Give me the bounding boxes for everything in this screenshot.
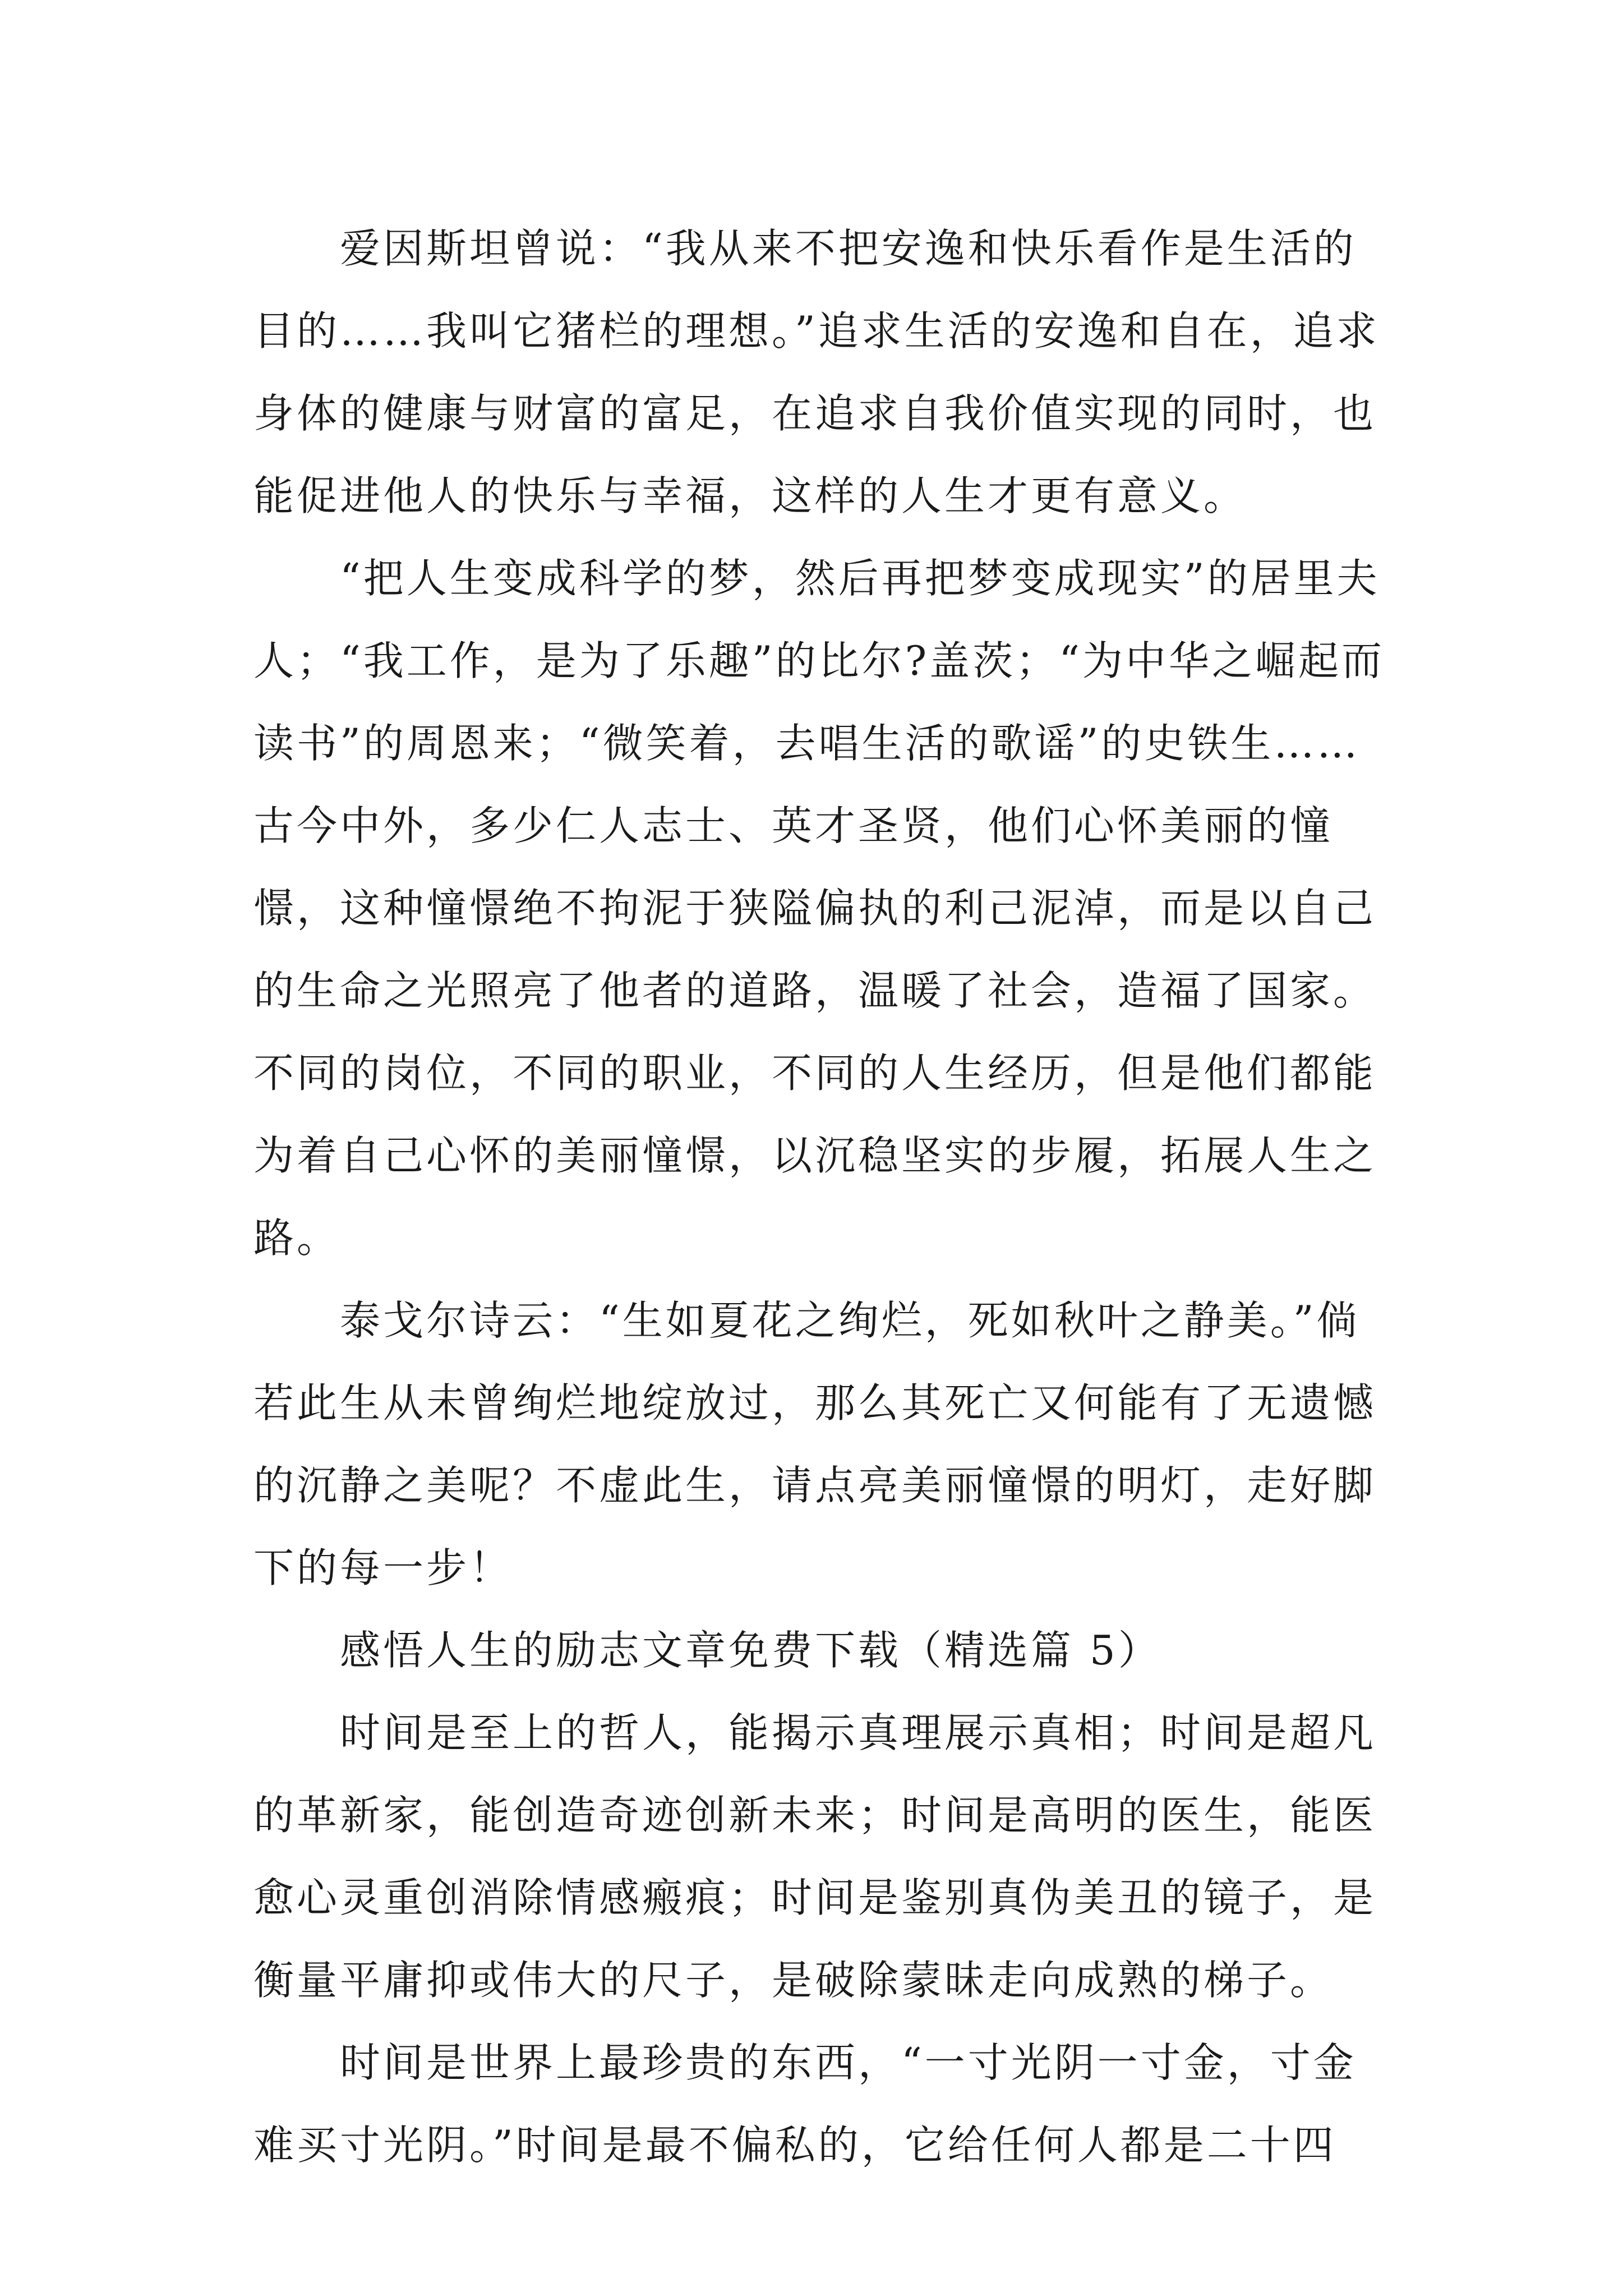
section-heading: 感悟人生的励志文章免费下载（精选篇 5） bbox=[340, 1627, 1161, 1674]
paragraph-tagore: 泰戈尔诗云：“生如夏花之绚烂，死如秋叶之静美。”倘若此生从未曾绚烂地绽放过，那么其死亡又何能有了无遗憾的沉静之美呢？不虚此生，请点亮美丽憧憬的明灯，走好脚下的每一步！ bbox=[253, 1297, 1377, 1591]
paragraph-time-philosopher: 时间是至上的哲人，能揭示真理展示真相；时间是超凡的革新家，能创造奇迹创新未来；时间是高明的医生，能医愈心灵重创消除情感瘢痕；时间是鉴别真伪美丑的镜子，是衡量平庸抑或伟大的尺子，是破除蒙昧走向成熟的梯子。 bbox=[253, 1709, 1377, 2004]
paragraph-role-models: “把人生变成科学的梦，然后再把梦变成现实”的居里夫人；“我工作，是为了乐趣”的比尔?盖茨；“为中华之崛起而读书”的周恩来；“微笑着，去唱生活的歌谣”的史铁生……古今中外，多少仁人志士、英才圣贤，他们心怀美丽的憧憬，这种憧憬绝不拘泥于狭隘偏执的利己泥淖，而是以自己的生命之光照亮了他者的道路，温暖了社会，造福了国家。不同的岗位，不同的职业，不同的人生经历，但是他们都能为着自己心怀的美丽憧憬，以沉稳坚实的步履，拓展人生之路。 bbox=[253, 555, 1385, 1262]
paragraph-einstein: 爱因斯坦曾说：“我从来不把安逸和快乐看作是生活的目的……我叫它猪栏的理想。”追求生活的安逸和自在，追求身体的健康与财富的富足，在追求自我价值实现的同时，也能促进他人的快乐与幸福，这样的人生才更有意义。 bbox=[253, 225, 1380, 519]
paragraph-time-precious: 时间是世界上最珍贵的东西，“一寸光阴一寸金，寸金难买寸光阴。”时间是最不偏私的，它给任何人都是二十四 bbox=[253, 2039, 1357, 2169]
document-body bbox=[253, 208, 1386, 2187]
